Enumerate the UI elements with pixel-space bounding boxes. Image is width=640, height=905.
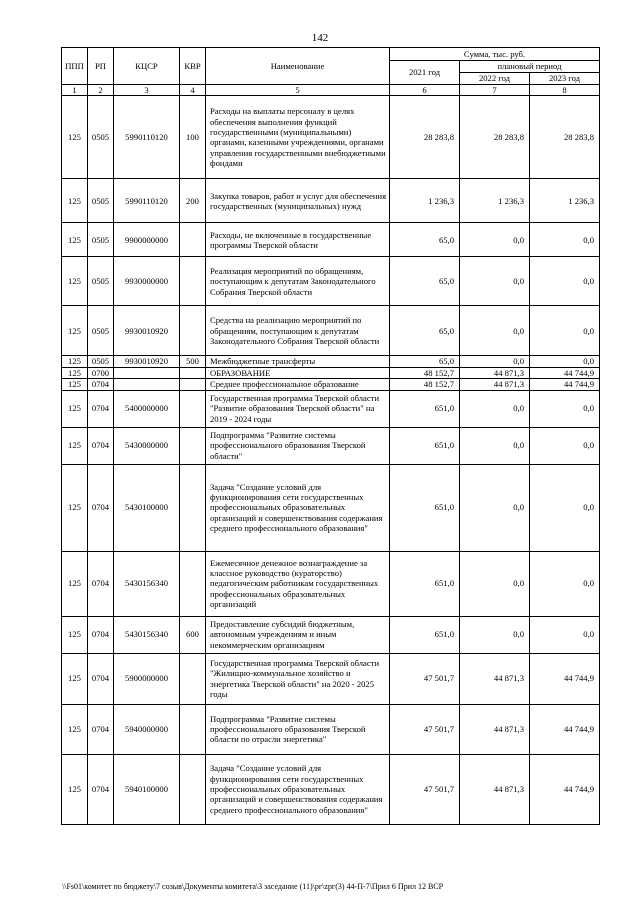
cell-name: Подпрограмма "Развитие системы профессионального образования Тверской области по отрасли энергетика" <box>206 704 390 754</box>
cell-kcsr: 9930010920 <box>114 306 180 356</box>
cell-kvr <box>180 223 206 257</box>
cell-rp: 0505 <box>88 257 114 306</box>
header-ppp: ППП <box>62 48 88 85</box>
cell-ppp: 125 <box>62 379 88 390</box>
cell-amount-2022: 0,0 <box>460 356 530 367</box>
cell-ppp: 125 <box>62 367 88 378</box>
cell-rp: 0704 <box>88 704 114 754</box>
cell-amount-2023: 0,0 <box>530 551 600 616</box>
cell-amount-2022: 44 871,3 <box>460 754 530 824</box>
cell-ppp: 125 <box>62 653 88 704</box>
column-number: 5 <box>206 85 390 96</box>
table-row <box>62 379 600 390</box>
cell-amount-2021: 651,0 <box>390 551 460 616</box>
cell-amount-2023: 0,0 <box>530 306 600 356</box>
cell-amount-2022: 0,0 <box>460 616 530 653</box>
cell-name: Государственная программа Тверской области "Жилищно-коммунальное хозяйство и энергетика Тверской области" на 2020 - 2025 годы <box>206 653 390 704</box>
table-row <box>62 704 600 754</box>
cell-kvr <box>180 754 206 824</box>
cell-name: Средства на реализацию мероприятий по обращениям, поступающим к депутатам Законодательного Собрания Тверской области <box>206 306 390 356</box>
cell-kcsr: 5900000000 <box>114 653 180 704</box>
cell-amount-2022: 0,0 <box>460 306 530 356</box>
cell-rp: 0704 <box>88 653 114 704</box>
cell-ppp: 125 <box>62 306 88 356</box>
table-row <box>62 367 600 378</box>
cell-name: Ежемесячное денежное вознаграждение за классное руководство (кураторство) педагогическим работникам государственных профессиональных образовательных организаций <box>206 551 390 616</box>
cell-rp: 0704 <box>88 464 114 551</box>
cell-rp: 0505 <box>88 356 114 367</box>
cell-amount-2021: 65,0 <box>390 223 460 257</box>
cell-amount-2021: 65,0 <box>390 306 460 356</box>
header-year-2022: 2022 год <box>460 73 530 85</box>
cell-kcsr: 5430100000 <box>114 464 180 551</box>
cell-amount-2023: 44 744,9 <box>530 704 600 754</box>
cell-ppp: 125 <box>62 754 88 824</box>
table-row <box>62 427 600 464</box>
cell-rp: 0704 <box>88 754 114 824</box>
cell-amount-2021: 48 152,7 <box>390 367 460 378</box>
cell-amount-2022: 0,0 <box>460 390 530 427</box>
header-year-2021: 2021 год <box>390 61 460 85</box>
cell-name: Предоставление субсидий бюджетным, автономным учреждениям и иным некоммерческим организациям <box>206 616 390 653</box>
cell-amount-2021: 651,0 <box>390 616 460 653</box>
cell-rp: 0505 <box>88 179 114 223</box>
cell-ppp: 125 <box>62 551 88 616</box>
cell-amount-2021: 47 501,7 <box>390 653 460 704</box>
cell-name: Задача "Создание условий для функционирования сети государственных профессиональных образовательных организаций и совершенствования содержания среднего профессионального образования" <box>206 754 390 824</box>
cell-kvr <box>180 390 206 427</box>
column-number: 1 <box>62 85 88 96</box>
cell-kvr <box>180 464 206 551</box>
cell-kvr <box>180 653 206 704</box>
cell-ppp: 125 <box>62 616 88 653</box>
cell-amount-2023: 44 744,9 <box>530 379 600 390</box>
table-row <box>62 754 600 824</box>
table-row <box>62 464 600 551</box>
cell-ppp: 125 <box>62 223 88 257</box>
cell-amount-2021: 65,0 <box>390 257 460 306</box>
cell-amount-2022: 44 871,3 <box>460 367 530 378</box>
cell-name: Среднее профессиональное образование <box>206 379 390 390</box>
cell-ppp: 125 <box>62 179 88 223</box>
column-number: 7 <box>460 85 530 96</box>
cell-amount-2021: 28 283,8 <box>390 96 460 179</box>
cell-ppp: 125 <box>62 390 88 427</box>
cell-kvr <box>180 551 206 616</box>
cell-amount-2022: 0,0 <box>460 257 530 306</box>
table-row <box>62 306 600 356</box>
cell-rp: 0700 <box>88 367 114 378</box>
cell-kvr: 600 <box>180 616 206 653</box>
table-row <box>62 551 600 616</box>
header-year-2023: 2023 год <box>530 73 600 85</box>
cell-amount-2023: 0,0 <box>530 223 600 257</box>
cell-kvr <box>180 379 206 390</box>
cell-kvr <box>180 367 206 378</box>
cell-rp: 0704 <box>88 616 114 653</box>
cell-amount-2021: 651,0 <box>390 390 460 427</box>
cell-amount-2021: 47 501,7 <box>390 754 460 824</box>
cell-kvr: 100 <box>180 96 206 179</box>
cell-ppp: 125 <box>62 427 88 464</box>
cell-amount-2022: 28 283,8 <box>460 96 530 179</box>
cell-ppp: 125 <box>62 257 88 306</box>
cell-amount-2021: 651,0 <box>390 464 460 551</box>
cell-ppp: 125 <box>62 704 88 754</box>
cell-name: Расходы на выплаты персоналу в целях обеспечения выполнения функций государственными (муниципальными) органами, казенными учреждениями, органами управления государственными внебюджетными фондами <box>206 96 390 179</box>
cell-amount-2022: 44 871,3 <box>460 379 530 390</box>
cell-kvr <box>180 427 206 464</box>
cell-name: Закупка товаров, работ и услуг для обеспечения государственных (муниципальных) нужд <box>206 179 390 223</box>
table-row <box>62 96 600 179</box>
cell-kcsr: 5940100000 <box>114 754 180 824</box>
cell-amount-2023: 0,0 <box>530 464 600 551</box>
budget-table <box>61 47 600 825</box>
header-rp: РП <box>88 48 114 85</box>
cell-kcsr: 5940000000 <box>114 704 180 754</box>
cell-amount-2022: 44 871,3 <box>460 653 530 704</box>
cell-kvr: 200 <box>180 179 206 223</box>
table-row <box>62 179 600 223</box>
cell-amount-2023: 0,0 <box>530 257 600 306</box>
cell-kcsr: 5430000000 <box>114 427 180 464</box>
column-number: 4 <box>180 85 206 96</box>
cell-kvr <box>180 704 206 754</box>
column-number: 3 <box>114 85 180 96</box>
cell-kvr <box>180 306 206 356</box>
column-number: 8 <box>530 85 600 96</box>
cell-rp: 0704 <box>88 379 114 390</box>
cell-amount-2023: 0,0 <box>530 390 600 427</box>
cell-amount-2022: 0,0 <box>460 464 530 551</box>
footer-file-path: \\Fs01\комитет по бюджету\7 созыв\Документы комитета\3 заседание (11)\рг\zрг(3) 44-П-7\Прил 6 Прил 12 ВСР <box>62 882 444 891</box>
cell-name: Задача "Создание условий для функционирования сети государственных профессиональных образовательных организаций и совершенствования содержания среднего профессионального образования" <box>206 464 390 551</box>
header-kvr: КВР <box>180 48 206 85</box>
cell-amount-2021: 48 152,7 <box>390 379 460 390</box>
header-name: Наименование <box>206 48 390 85</box>
cell-ppp: 125 <box>62 356 88 367</box>
cell-rp: 0505 <box>88 306 114 356</box>
page-number: 142 <box>311 32 329 44</box>
table-row <box>62 223 600 257</box>
cell-rp: 0704 <box>88 551 114 616</box>
cell-name: Подпрограмма "Развитие системы профессионального образования Тверской области" <box>206 427 390 464</box>
cell-amount-2021: 47 501,7 <box>390 704 460 754</box>
header-kcsr: КЦСР <box>114 48 180 85</box>
cell-name: Реализация мероприятий по обращениям, поступающим к депутатам Законодательного Собрания Тверской области <box>206 257 390 306</box>
cell-name: Государственная программа Тверской области "Развитие образования Тверской области" на 2019 - 2024 годы <box>206 390 390 427</box>
cell-kcsr: 9930010920 <box>114 356 180 367</box>
table-row <box>62 616 600 653</box>
cell-kcsr: 5990110120 <box>114 179 180 223</box>
cell-amount-2022: 0,0 <box>460 427 530 464</box>
cell-amount-2022: 44 871,3 <box>460 704 530 754</box>
cell-kcsr <box>114 367 180 378</box>
cell-kcsr: 9930000000 <box>114 257 180 306</box>
cell-amount-2023: 1 236,3 <box>530 179 600 223</box>
table-row <box>62 257 600 306</box>
cell-kcsr <box>114 379 180 390</box>
cell-kcsr: 5400000000 <box>114 390 180 427</box>
cell-rp: 0505 <box>88 96 114 179</box>
cell-rp: 0704 <box>88 427 114 464</box>
cell-amount-2023: 0,0 <box>530 356 600 367</box>
cell-ppp: 125 <box>62 464 88 551</box>
cell-ppp: 125 <box>62 96 88 179</box>
cell-kvr <box>180 257 206 306</box>
column-number: 6 <box>390 85 460 96</box>
table-row <box>62 390 600 427</box>
cell-amount-2023: 0,0 <box>530 616 600 653</box>
cell-amount-2023: 44 744,9 <box>530 653 600 704</box>
cell-amount-2022: 0,0 <box>460 223 530 257</box>
cell-kcsr: 5990110120 <box>114 96 180 179</box>
cell-name: Расходы, не включенные в государственные программы Тверской области <box>206 223 390 257</box>
cell-amount-2023: 28 283,8 <box>530 96 600 179</box>
table-row <box>62 356 600 367</box>
table-row <box>62 653 600 704</box>
column-number: 2 <box>88 85 114 96</box>
cell-amount-2021: 651,0 <box>390 427 460 464</box>
cell-kcsr: 5430156340 <box>114 551 180 616</box>
cell-kvr: 500 <box>180 356 206 367</box>
cell-amount-2023: 44 744,9 <box>530 754 600 824</box>
cell-amount-2023: 0,0 <box>530 427 600 464</box>
header-sum: Сумма, тыс. руб. <box>390 48 600 61</box>
cell-name: ОБРАЗОВАНИЕ <box>206 367 390 378</box>
cell-amount-2023: 44 744,9 <box>530 367 600 378</box>
header-planned-period: плановый период <box>460 61 600 73</box>
cell-kcsr: 9900000000 <box>114 223 180 257</box>
cell-rp: 0505 <box>88 223 114 257</box>
cell-amount-2021: 1 236,3 <box>390 179 460 223</box>
cell-amount-2022: 0,0 <box>460 551 530 616</box>
cell-amount-2022: 1 236,3 <box>460 179 530 223</box>
cell-name: Межбюджетные трансферты <box>206 356 390 367</box>
cell-amount-2021: 65,0 <box>390 356 460 367</box>
cell-rp: 0704 <box>88 390 114 427</box>
cell-kcsr: 5430156340 <box>114 616 180 653</box>
